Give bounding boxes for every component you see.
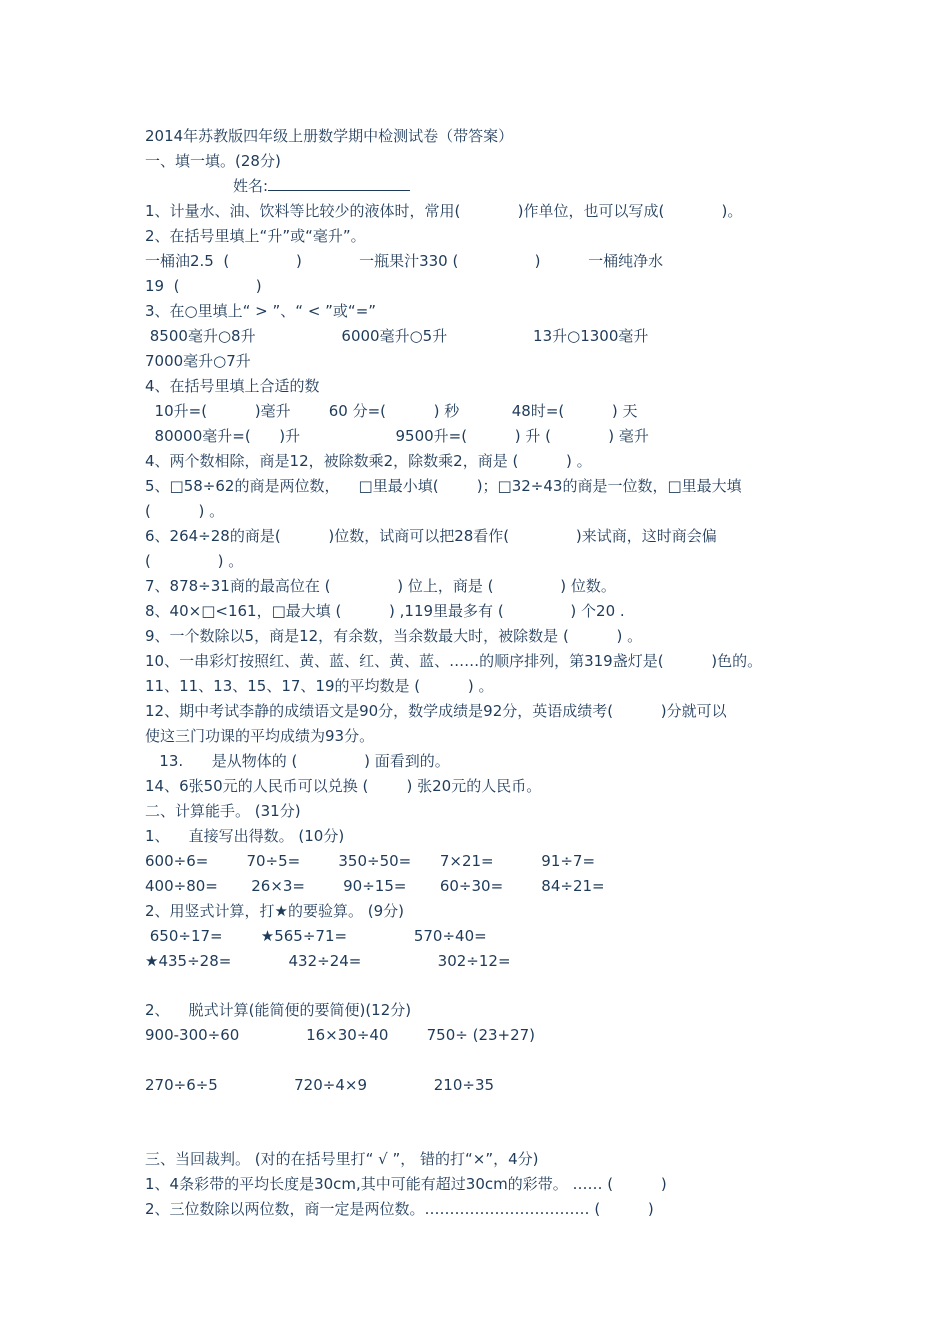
s1-line-13: ( ) 。 <box>145 502 225 520</box>
s1-line-7: 7000毫升○7升 <box>145 352 251 370</box>
s1-line-20: 11、11、13、15、17、19的平均数是 ( ) 。 <box>145 677 494 695</box>
s1-line-5: 3、在○里填上“ > ”、“ < ”或“=” <box>145 302 377 320</box>
s1-line-15: ( ) 。 <box>145 552 244 570</box>
s2-line-3: 400÷80= 26×3= 90÷15= 60÷30= 84÷21= <box>145 877 605 895</box>
s1-line-11: 4、两个数相除，商是12，被除数乘2，除数乘2，商是 ( ) 。 <box>145 452 592 470</box>
s2-line-7: 2、 脱式计算(能简便的要简便)(12分) <box>145 1001 412 1019</box>
s1-line-22: 使这三门功课的平均成绩为93分。 <box>145 727 375 745</box>
s2-line-5: 650÷17= ★565÷71= 570÷40= <box>145 927 487 945</box>
s2-line-9: 270÷6÷5 720÷4×9 210÷35 <box>145 1076 495 1094</box>
s1-line-19: 10、一串彩灯按照红、黄、蓝、红、黄、蓝、……的顺序排列，第319盏灯是( )色的。 <box>145 652 763 670</box>
s1-line-4: 19 ( ) <box>145 277 262 295</box>
s1-line-21: 12、期中考试李静的成绩语文是90分，数学成绩是92分，英语成绩考( )分就可以 <box>145 702 727 720</box>
s2-line-4: 2、用竖式计算，打★的要验算。 (9分) <box>145 902 405 920</box>
section3-heading: 三、当回裁判。 (对的在括号里打“ √ ”， 错的打“×”，4分) <box>145 1150 539 1168</box>
s1-line-10: 80000毫升=( )升 9500升=( ) 升 ( ) 毫升 <box>145 427 649 445</box>
name-blank-line <box>268 176 410 191</box>
s1-line-8: 4、在括号里填上合适的数 <box>145 377 320 395</box>
s1-line-6: 8500毫升○8升 6000毫升○5升 13升○1300毫升 <box>145 327 649 345</box>
name-label: 姓名: <box>233 177 269 195</box>
s1-line-18: 9、一个数除以5，商是12，有余数，当余数最大时，被除数是 ( ) 。 <box>145 627 643 645</box>
s1-line-24: 14、6张50元的人民币可以兑换 ( ) 张20元的人民币。 <box>145 777 542 795</box>
s1-line-12: 5、□58÷62的商是两位数， □里最小填( )；□32÷43的商是一位数，□里最大填 <box>145 477 742 495</box>
s1-line-9: 10升=( )毫升 60 分=( ) 秒 48时=( ) 天 <box>145 402 638 420</box>
s1-line-17: 8、40×□<161，□最大填 ( ) ,119里最多有 ( ) 个20 . <box>145 602 625 620</box>
s1-line-23: 13. 是从物体的 ( ) 面看到的。 <box>145 752 450 770</box>
s3-line-2: 2、三位数除以两位数，商一定是两位数。…………………………… ( ) <box>145 1200 654 1218</box>
s2-line-2: 600÷6= 70÷5= 350÷50= 7×21= 91÷7= <box>145 852 596 870</box>
s1-line-1: 1、计量水、油、饮料等比较少的液体时，常用( )作单位，也可以写成( )。 <box>145 202 743 220</box>
s2-line-6: ★435÷28= 432÷24= 302÷12= <box>145 952 511 970</box>
s1-line-14: 6、264÷28的商是( )位数，试商可以把28看作( )来试商，这时商会偏 <box>145 527 717 545</box>
s2-line-1: 1、 直接写出得数。 (10分) <box>145 827 345 845</box>
s1-line-16: 7、878÷31商的最高位在 ( ) 位上，商是 ( ) 位数。 <box>145 577 616 595</box>
s1-line-2: 2、在括号里填上“升”或“毫升”。 <box>145 227 366 245</box>
section1-heading: 一、填一填。(28分) <box>145 152 281 170</box>
s3-line-1: 1、4条彩带的平均长度是30cm,其中可能有超过30cm的彩带。 …… ( ) <box>145 1175 667 1193</box>
doc-title: 2014年苏教版四年级上册数学期中检测试卷（带答案） <box>145 127 514 145</box>
s2-line-8: 900-300÷60 16×30÷40 750÷ (23+27) <box>145 1026 536 1044</box>
section2-heading: 二、计算能手。 (31分) <box>145 802 301 820</box>
s1-line-3: 一桶油2.5 ( ) 一瓶果汁330 ( ) 一桶纯净水 <box>145 252 664 270</box>
name-field <box>233 176 410 196</box>
